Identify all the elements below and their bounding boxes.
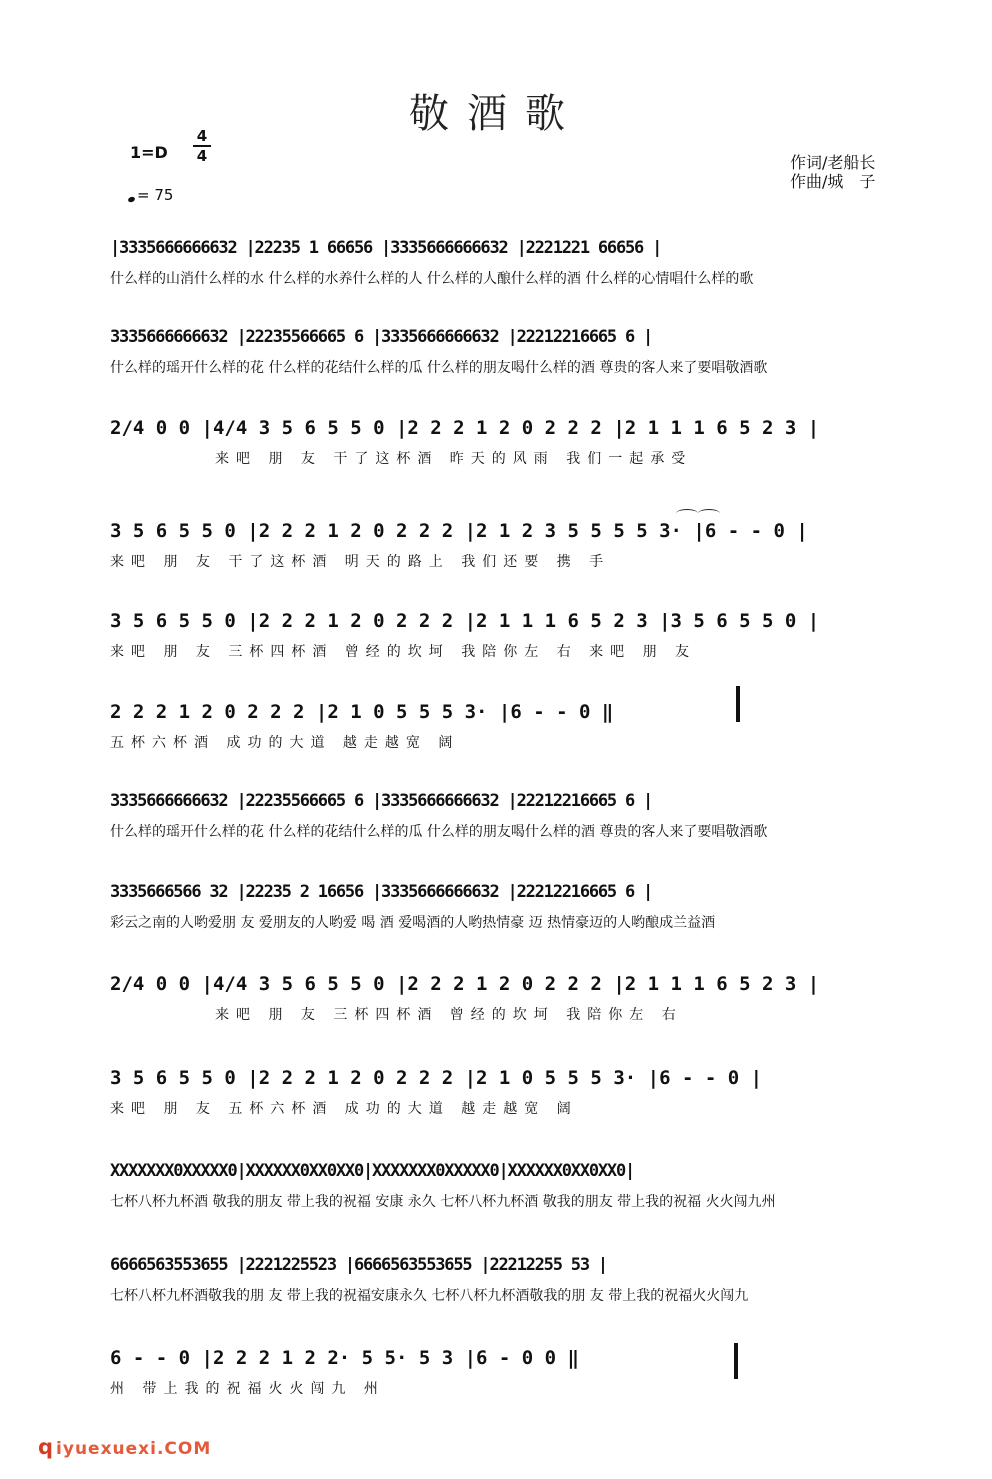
key-signature: 1=D: [130, 143, 168, 162]
score-row-3: [110, 413, 910, 471]
watermark-text: iyuexuexi.COM: [56, 1439, 212, 1459]
lyric-line: 五杯六杯酒 成功的大道 越走越宽 阔: [110, 735, 460, 751]
notation-line: 3 5 6 5 5 0 |2 2 2 1 2 0 2 2 2 |2 1 1 1 6 5 2 3 |3 5 6 5 5 0 |: [110, 610, 820, 632]
tie-mark: [676, 509, 698, 518]
lyric-line: 七杯八杯九杯酒 敬我的朋友 带上我的祝福 安康 永久 七杯八杯九杯酒 敬我的朋友 带上我的祝福 火火闯九州: [110, 1194, 776, 1210]
watermark-q: q: [38, 1435, 55, 1459]
final-barline: [736, 686, 740, 722]
time-signature: [193, 128, 211, 164]
lyric-line: 什么样的山消什么样的水 什么样的水养什么样的人 什么样的人酿什么样的酒 什么样的心情唱什么样的歌: [110, 271, 754, 287]
time-bottom: 4: [196, 147, 208, 165]
notation-line: 2 2 2 1 2 0 2 2 2 |2 1 0 5 5 5 3· |6 - - 0 ‖: [110, 701, 614, 723]
score-row-12: [110, 1250, 910, 1308]
time-top: 4: [196, 127, 208, 145]
notation-line: 3335666666632 |22235566665 6 |3335666666632 |22212216665 6 |: [110, 791, 653, 811]
lyric-line: 什么样的瑶开什么样的花 什么样的花结什么样的瓜 什么样的朋友喝什么样的酒 尊贵的客人来了要唱敬酒歌: [110, 824, 768, 840]
score-row-1: [110, 233, 910, 291]
lyric-line: 来吧 朋 友 五杯六杯酒 成功的大道 越走越宽 阔: [110, 1101, 578, 1117]
lyric-line: 来吧 朋 友 三杯四杯酒 曾经的坎坷 我陪你左 右 来吧 朋 友: [110, 644, 697, 660]
score-row-5: [110, 606, 910, 664]
score-row-11: [110, 1156, 910, 1214]
lyric-line: 来吧 朋 友 干了这杯酒 昨天的风雨 我们一起承受: [215, 451, 693, 467]
quarter-note-icon: [127, 196, 135, 203]
tie-mark: [698, 509, 720, 518]
notation-line: 6666563553655 |2221225523 |6666563553655 |22212255 53 |: [110, 1255, 607, 1275]
lyric-line: 七杯八杯九杯酒敬我的朋 友 带上我的祝福安康永久 七杯八杯九杯酒敬我的朋 友 带上我的祝福火火闯九: [110, 1288, 749, 1304]
score-row-10: [110, 1063, 910, 1121]
lyric-line: 州 带上我的祝福火火闯九 州: [110, 1381, 385, 1397]
notation-line: 3 5 6 5 5 0 |2 2 2 1 2 0 2 2 2 |2 1 0 5 5 5 3· |6 - - 0 |: [110, 1067, 763, 1089]
composer: 作曲/城 子: [790, 172, 876, 191]
tempo-value: = 75: [137, 186, 174, 204]
score-row-7: [110, 786, 910, 844]
notation-line: 3 5 6 5 5 0 |2 2 2 1 2 0 2 2 2 |2 1 2 3 5 5 5 5 3· |6 - - 0 |: [110, 520, 808, 542]
credits: [790, 153, 875, 191]
final-barline: [734, 1343, 738, 1379]
notation-line: |3335666666632 |22235 1 66656 |3335666666632 |2221221 66656 |: [110, 238, 662, 258]
score-row-6: [110, 697, 910, 755]
notation-line: 6 - - 0 |2 2 2 1 2 2· 5 5· 5 3 |6 - 0 0 ‖: [110, 1347, 579, 1369]
song-title: 敬酒歌: [409, 91, 583, 137]
lyric-line: 什么样的瑶开什么样的花 什么样的花结什么样的瓜 什么样的朋友喝什么样的酒 尊贵的客人来了要唱敬酒歌: [110, 360, 768, 376]
score-row-2: [110, 322, 910, 380]
lyric-line: 彩云之南的人哟爱朋 友 爱朋友的人哟爱 喝 酒 爱喝酒的人哟热情豪 迈 热情豪迈的人哟酿成兰益酒: [110, 915, 716, 931]
score-row-4: [110, 516, 910, 574]
notation-line: 2/4 0 0 |4/4 3 5 6 5 5 0 |2 2 2 1 2 0 2 2 2 |2 1 1 1 6 5 2 3 |: [110, 973, 820, 995]
lyric-line: 来吧 朋 友 三杯四杯酒 曾经的坎坷 我陪你左 右: [215, 1007, 683, 1023]
notation-line: 2/4 0 0 |4/4 3 5 6 5 5 0 |2 2 2 1 2 0 2 2 2 |2 1 1 1 6 5 2 3 |: [110, 417, 820, 439]
notation-line: 3335666566 32 |22235 2 16656 |3335666666632 |22212216665 6 |: [110, 882, 653, 902]
score-row-9: [110, 969, 910, 1027]
notation-line: 3335666666632 |22235566665 6 |3335666666632 |22212216665 6 |: [110, 327, 653, 347]
lyricist: 作词/老船长: [790, 153, 876, 172]
tempo-marking: [128, 186, 173, 204]
score-row-8: [110, 877, 910, 935]
notation-line: XXXXXXX0XXXXX0|XXXXXX0XX0XX0|XXXXXXX0XXXXX0|XXXXXX0XX0XX0|: [110, 1161, 635, 1181]
score-row-13: [110, 1343, 910, 1401]
site-watermark: [38, 1435, 211, 1459]
lyric-line: 来吧 朋 友 干了这杯酒 明天的路上 我们还要 携 手: [110, 554, 611, 570]
